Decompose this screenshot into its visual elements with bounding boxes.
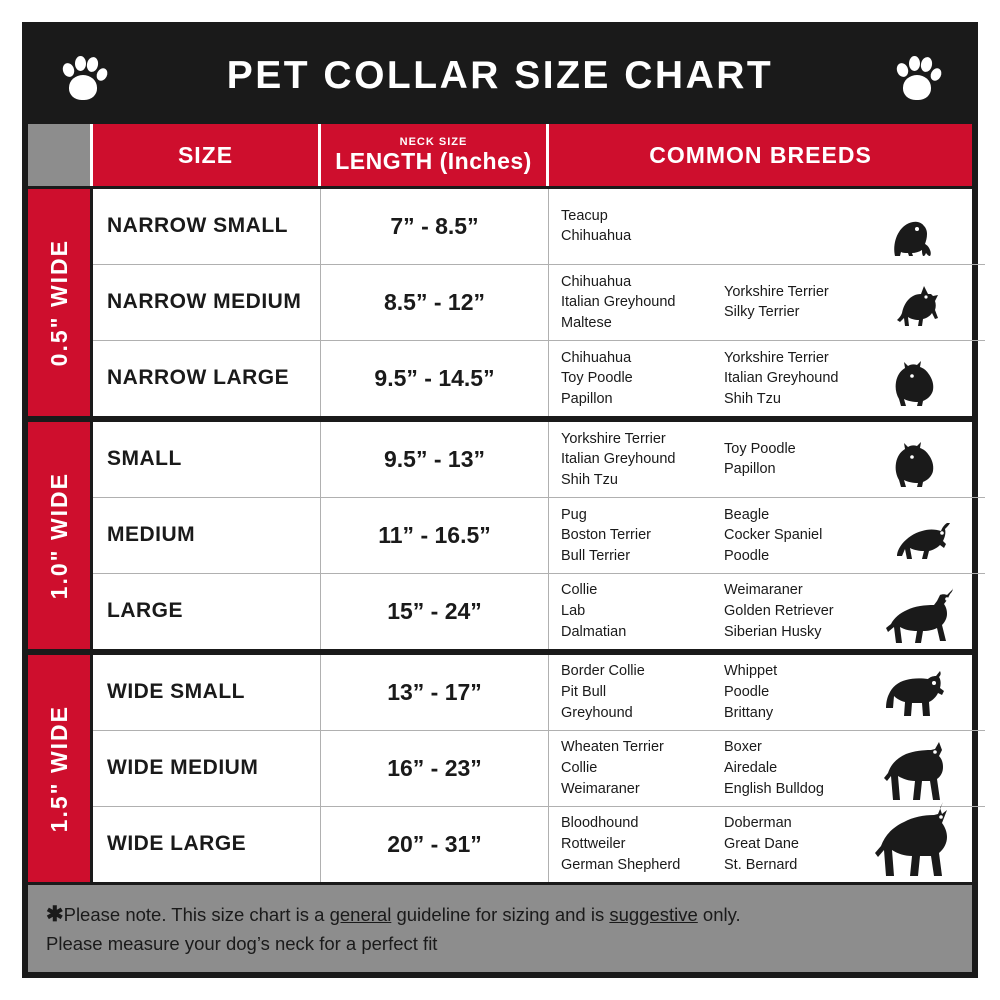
breed-item: Boston Terrier — [561, 527, 651, 544]
breed-item: Wheaten Terrier — [561, 739, 664, 756]
breed-item: Great Dane — [724, 835, 799, 852]
group-rows — [93, 422, 985, 649]
dog-pomeranian-icon — [859, 345, 979, 412]
breed-item: Yorkshire Terrier — [724, 349, 829, 366]
size-table — [28, 124, 972, 882]
breed-item: Cocker Spaniel — [724, 527, 823, 544]
breed-item: Shih Tzu — [724, 390, 781, 407]
breed-item: Bloodhound — [561, 815, 639, 832]
cell-length: 9.5” - 13” — [321, 422, 549, 497]
breed-item: Bull Terrier — [561, 547, 631, 564]
breed-column-1 — [561, 272, 696, 334]
breed-item: German Shepherd — [561, 856, 681, 873]
cell-size: LARGE — [93, 574, 321, 649]
breed-item: Whippet — [724, 663, 778, 680]
footer-text-c: only. — [697, 903, 741, 925]
column-header-breeds — [546, 124, 972, 186]
breed-item: Papillon — [724, 461, 776, 478]
breed-item: Papillon — [561, 390, 613, 407]
group-label-text: 1.0" WIDE — [45, 471, 72, 600]
breed-column-1 — [561, 206, 696, 247]
cell-breeds — [549, 655, 985, 730]
breed-item: Brittany — [724, 704, 774, 721]
cell-length: 7” - 8.5” — [321, 189, 549, 264]
breed-item: St. Bernard — [724, 856, 798, 873]
breed-item: Yorkshire Terrier — [724, 283, 829, 300]
column-header-breeds-label: COMMON BREEDS — [649, 141, 872, 168]
group-rows — [93, 655, 985, 882]
breed-column-1 — [561, 661, 696, 723]
cell-size: WIDE SMALL — [93, 655, 321, 730]
group-label-width — [28, 655, 93, 882]
cell-size: NARROW MEDIUM — [93, 265, 321, 340]
group-label-text: 1.5" WIDE — [45, 704, 72, 832]
cell-length: 13” - 17” — [321, 655, 549, 730]
footer-line-2: Please measure your dog’s neck for a perfect fit — [46, 933, 438, 955]
breed-item: Chihuahua — [561, 349, 632, 366]
page-title: PET COLLAR SIZE CHART — [226, 54, 774, 97]
table-row — [93, 189, 985, 265]
cell-breeds — [549, 574, 985, 649]
breed-item: Yorkshire Terrier — [561, 430, 666, 447]
table-row — [93, 265, 985, 341]
breed-column-2 — [724, 348, 859, 410]
breed-column-1 — [561, 348, 696, 410]
cell-breeds — [549, 498, 985, 573]
dog-retriever-icon — [859, 578, 979, 645]
cell-breeds — [549, 422, 985, 497]
breed-column-2 — [724, 272, 859, 334]
breed-item: Lab — [561, 603, 586, 620]
asterisk-icon: ✱ — [46, 902, 64, 926]
breed-item: Siberian Husky — [724, 623, 822, 640]
dog-pomeranian-icon — [859, 426, 979, 493]
cell-size: WIDE LARGE — [93, 807, 321, 882]
breed-item: Doberman — [724, 815, 792, 832]
breed-column-2 — [724, 429, 859, 491]
breed-column-1 — [561, 505, 696, 567]
breed-item: Maltese — [561, 314, 612, 331]
paw-icon — [890, 49, 944, 103]
chart-frame — [22, 22, 978, 978]
cell-size: NARROW LARGE — [93, 341, 321, 416]
table-row — [93, 498, 985, 574]
size-group — [28, 189, 972, 422]
cell-length: 15” - 24” — [321, 574, 549, 649]
size-group — [28, 422, 972, 655]
breed-column-2 — [724, 737, 859, 799]
cell-breeds — [549, 731, 985, 806]
breed-item: Poodle — [724, 547, 770, 564]
column-header-corner — [28, 124, 90, 186]
table-row — [93, 341, 985, 416]
cell-length: 16” - 23” — [321, 731, 549, 806]
footer-note — [28, 882, 972, 972]
breed-item: Toy Poodle — [724, 440, 796, 457]
table-row — [93, 807, 985, 882]
dog-boxer-icon — [859, 735, 979, 802]
footer-underline-suggestive: suggestive — [609, 903, 698, 925]
column-header-neck-size-label: NECK SIZE — [399, 136, 468, 149]
breed-column-1 — [561, 429, 696, 491]
breed-item: Pug — [561, 506, 587, 523]
paw-icon — [56, 49, 110, 103]
breed-column-1 — [561, 813, 696, 875]
breed-item: Teacup — [561, 207, 608, 224]
cell-length: 9.5” - 14.5” — [321, 341, 549, 416]
footer-text-a: Please note. This size chart is a — [63, 903, 330, 925]
cell-breeds — [549, 807, 985, 882]
breed-item: Airedale — [724, 760, 778, 776]
breed-item: Italian Greyhound — [561, 294, 676, 311]
breed-item: Rottweiler — [561, 835, 626, 852]
cell-length: 20” - 31” — [321, 807, 549, 882]
cell-size: SMALL — [93, 422, 321, 497]
group-label-text: 0.5" WIDE — [45, 238, 72, 367]
breed-item: Boxer — [724, 739, 762, 756]
breed-item: Collie — [561, 582, 598, 599]
footer-underline-general: general — [329, 903, 392, 925]
table-header-row — [28, 124, 972, 189]
chart-header — [28, 28, 972, 124]
table-row — [93, 655, 985, 731]
cell-size: NARROW SMALL — [93, 189, 321, 264]
breed-column-2 — [724, 206, 859, 247]
group-rows — [93, 189, 985, 416]
size-group — [28, 655, 972, 882]
breed-item: Shih Tzu — [561, 471, 618, 488]
breed-column-2 — [724, 505, 859, 567]
footer-line-1 — [46, 899, 956, 931]
breed-item: Silky Terrier — [724, 304, 800, 321]
breed-item: Beagle — [724, 506, 770, 523]
cell-length: 11” - 16.5” — [321, 498, 549, 573]
table-row — [93, 574, 985, 649]
group-label-width — [28, 189, 93, 416]
footer-text-b: guideline for sizing and is — [391, 903, 610, 925]
breed-item: Poodle — [724, 684, 770, 701]
breed-item: Italian Greyhound — [561, 451, 676, 468]
dog-doberman-icon — [859, 811, 979, 878]
breed-item: Chihuahua — [561, 273, 632, 290]
breed-item: Collie — [561, 760, 598, 776]
column-header-length-label: LENGTH (Inches) — [335, 147, 532, 174]
breed-item: Border Collie — [561, 663, 645, 680]
dog-bulldog-icon — [859, 659, 979, 726]
dog-beagle-icon — [859, 502, 979, 569]
cell-size: WIDE MEDIUM — [93, 731, 321, 806]
column-header-size — [90, 124, 318, 186]
column-header-size-label: SIZE — [177, 141, 234, 168]
dog-yorkie-icon — [859, 193, 979, 260]
breed-column-1 — [561, 580, 696, 642]
breed-item: Golden Retriever — [724, 603, 834, 620]
breed-column-2 — [724, 661, 859, 723]
group-label-width — [28, 422, 93, 649]
breed-item: Dalmatian — [561, 623, 627, 640]
breed-item: Weimaraner — [561, 780, 640, 797]
cell-breeds — [549, 189, 985, 264]
table-row — [93, 731, 985, 807]
breed-item: Chihuahua — [561, 228, 632, 245]
cell-size: MEDIUM — [93, 498, 321, 573]
dog-chihuahua-icon — [859, 269, 979, 336]
cell-length: 8.5” - 12” — [321, 265, 549, 340]
breed-column-2 — [724, 580, 859, 642]
breed-column-1 — [561, 737, 696, 799]
breed-item: English Bulldog — [724, 780, 824, 797]
breed-item: Pit Bull — [561, 684, 607, 701]
column-header-length — [318, 124, 546, 186]
breed-column-2 — [724, 813, 859, 875]
breed-item: Greyhound — [561, 704, 633, 721]
breed-item: Toy Poodle — [561, 370, 633, 387]
breed-item: Weimaraner — [724, 582, 803, 599]
breed-item: Italian Greyhound — [724, 370, 839, 387]
cell-breeds — [549, 265, 985, 340]
cell-breeds — [549, 341, 985, 416]
table-row — [93, 422, 985, 498]
